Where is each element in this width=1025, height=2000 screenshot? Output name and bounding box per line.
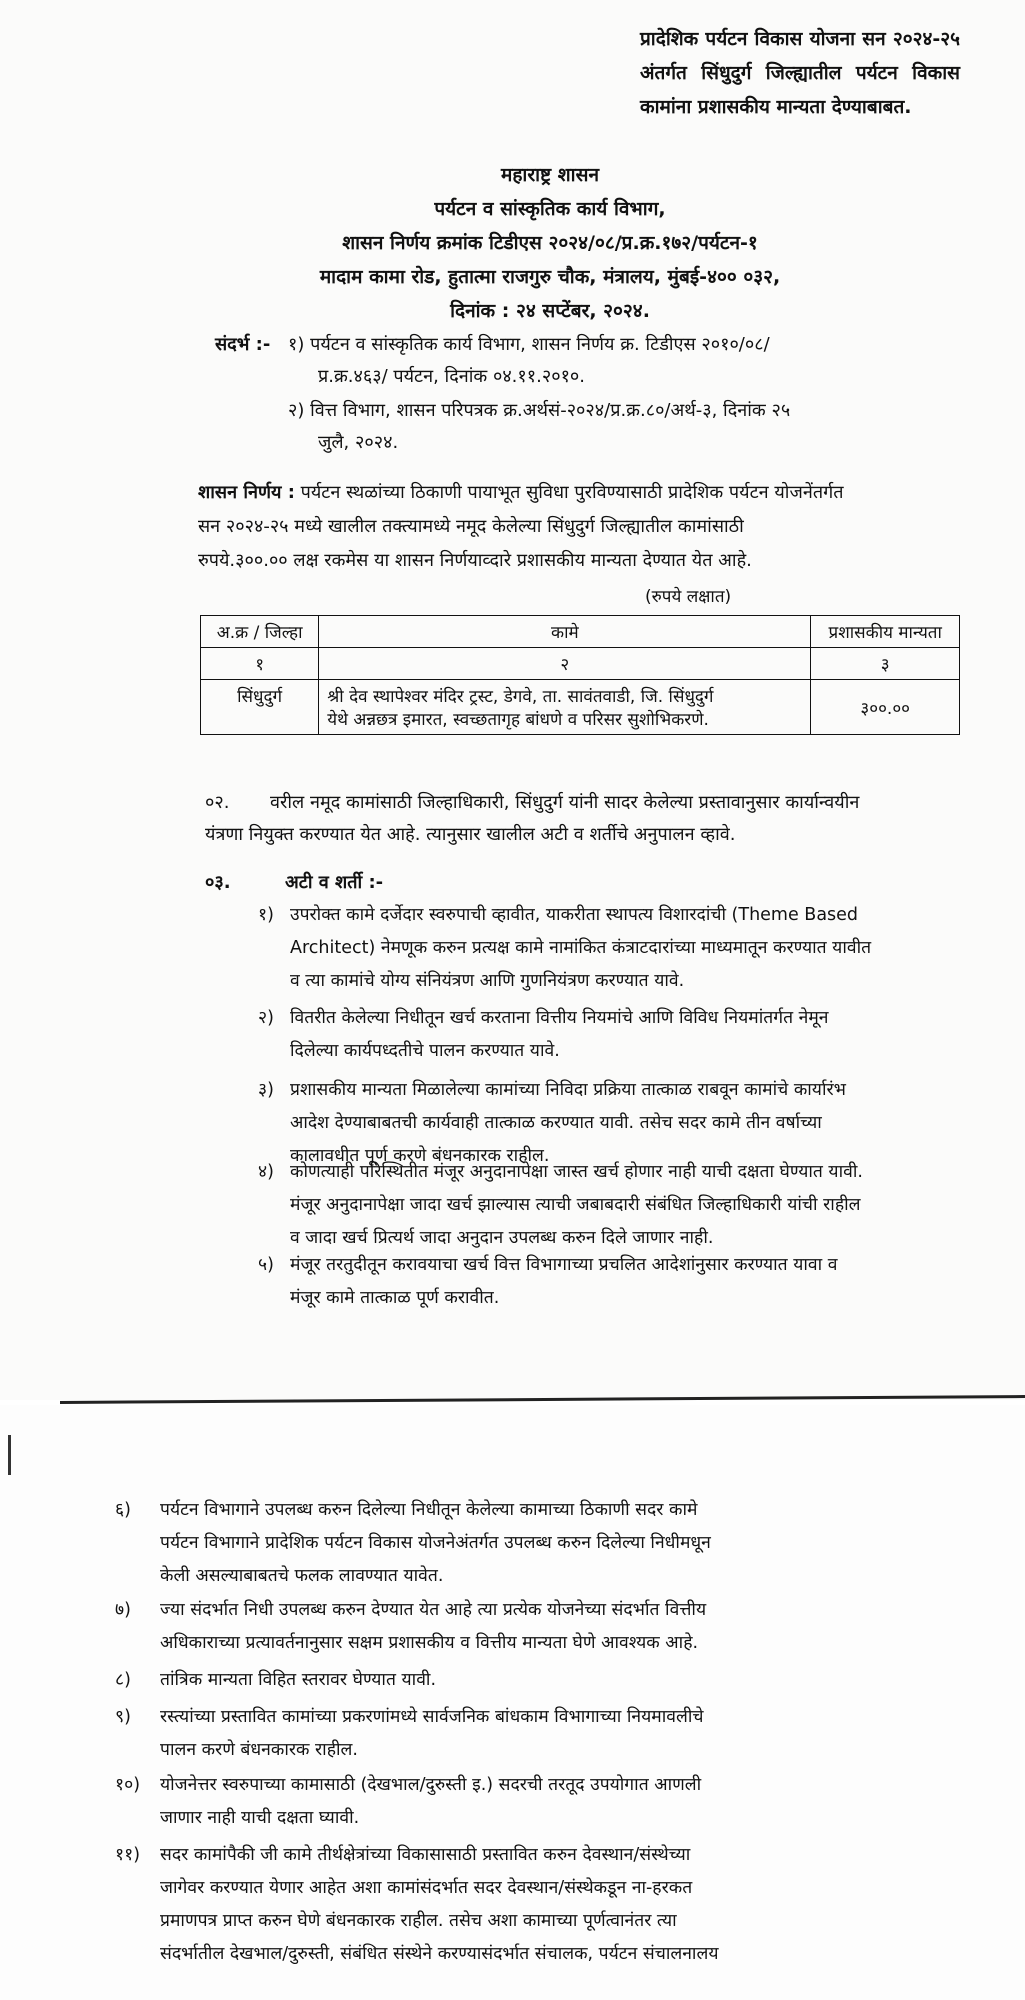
condition-line: मंजूर कामे तात्काळ पूर्ण करावीत. bbox=[290, 1288, 500, 1308]
para-02-line-2: यंत्रणा नियुक्त करण्यात येत आहे. त्यानुसार खालील अटी व शर्तीचे अनुपालन व्हावे. bbox=[205, 824, 736, 845]
condition-line: उपरोक्त कामे दर्जेदार स्वरुपाची व्हावीत, याकरीता स्थापत्य विशारदांची (Theme Based bbox=[290, 905, 859, 925]
condition-line: संदर्भातील देखभाल/दुरुस्ती, संबंधित संस्थेने करण्यासंदर्भात संचालक, पर्यटन संचालनालय bbox=[160, 1944, 719, 1964]
condition-line: योजनेत्तर स्वरुपाच्या कामासाठी (देखभाल/दुरुस्ती इ.) सदरची तरतूद उपयोगात आणली bbox=[160, 1775, 702, 1795]
condition-line: सदर कामांपैकी जी कामे तीर्थक्षेत्रांच्या विकासासाठी प्रस्तावित करुन देवस्थान/संस्थेच्या bbox=[160, 1845, 691, 1865]
address: मादाम कामा रोड, हुतात्मा राजगुरु चौक, मंत्रालय, मुंबई-४०० ०३२, bbox=[319, 266, 781, 288]
condition-line: मंजूर तरतुदीतून करावयाचा खर्च वित्त विभागाच्या प्रचलित आदेशांनुसार करण्यात यावा व bbox=[290, 1255, 838, 1275]
condition-line: वितरीत केलेल्या निधीतून खर्च करताना वित्तीय नियमांचे आणि विविध नियमांतर्गत नेमून bbox=[290, 1008, 829, 1028]
condition-number: ९) bbox=[115, 1707, 131, 1727]
page-edge-mark bbox=[8, 1435, 11, 1475]
reference-2-line-2: जुलै, २०२४. bbox=[318, 432, 399, 453]
condition-number: ३) bbox=[258, 1080, 274, 1100]
header-district: अ.क्र / जिल्हा bbox=[201, 616, 319, 648]
para-02-number: ०२. bbox=[205, 792, 230, 813]
condition-line: तांत्रिक मान्यता विहित स्तरावर घेण्यात यावी. bbox=[160, 1670, 437, 1690]
condition-line: कोणत्याही परिस्थितीत मंजूर अनुदानापेक्षा जास्त खर्च होणार नाही याची दक्षता घेण्यात यावी. bbox=[290, 1162, 863, 1182]
date: दिनांक : २४ सप्टेंबर, २०२४. bbox=[450, 300, 650, 322]
row-amount: ३००.०० bbox=[811, 680, 960, 735]
condition-line: रस्त्यांच्या प्रस्तावित कामांच्या प्रकरणांमध्ये सार्वजनिक बांधकाम विभागाच्या नियमावलीचे bbox=[160, 1707, 704, 1727]
condition-line: Architect) नेमणूक करुन प्रत्यक्ष कामे नामांकित कंत्राटदारांच्या माध्यमातून करण्यात यावीत bbox=[290, 938, 872, 958]
condition-number: ४) bbox=[258, 1162, 274, 1182]
condition-line: केली असल्याबाबतचे फलक लावण्यात यावेत. bbox=[160, 1566, 444, 1586]
table-number-row bbox=[201, 648, 960, 680]
department-name: पर्यटन व सांस्कृतिक कार्य विभाग, bbox=[434, 198, 666, 220]
condition-line: प्रमाणपत्र प्राप्त करुन घेणे बंधनकारक राहील. तसेच अशा कामाच्या पूर्णत्वानंतर त्या bbox=[160, 1911, 677, 1931]
condition-line: आदेश देण्याबाबतची कार्यवाही तात्काळ करण्यात यावी. तसेच सदर कामे तीन वर्षाच्या bbox=[290, 1113, 822, 1133]
reference-1-line-1: १) पर्यटन व सांस्कृतिक कार्य विभाग, शासन निर्णय क्र. टिडीएस २०१०/०८/ bbox=[288, 334, 770, 355]
condition-number: २) bbox=[258, 1008, 274, 1028]
row-work-line-1: श्री देव स्थापेश्वर मंदिर ट्रस्ट, डेगवे, ता. सावंतवाडी, जि. सिंधुदुर्ग bbox=[327, 687, 714, 707]
table-header-row bbox=[201, 616, 960, 648]
condition-number: ६) bbox=[115, 1500, 131, 1520]
gr-number: शासन निर्णय क्रमांक टिडीएस २०२४/०८/प्र.क्र.१७२/पर्यटन-१ bbox=[342, 232, 758, 254]
condition-number: ७) bbox=[115, 1600, 131, 1620]
para-02-line-1: वरील नमूद कामांसाठी जिल्हाधिकारी, सिंधुदुर्ग यांनी सादर केलेल्या प्रस्तावानुसार कार्यान्वयीन bbox=[270, 792, 860, 813]
reference-1-line-2: प्र.क्र.४६३/ पर्यटन, दिनांक ०४.११.२०१०. bbox=[318, 366, 586, 387]
row-district: सिंधुदुर्ग bbox=[201, 680, 319, 735]
condition-line: मंजूर अनुदानापेक्षा जादा खर्च झाल्यास त्याची जबाबदारी संबंधित जिल्हाधिकारी यांची राहील bbox=[290, 1195, 861, 1215]
decision-line-3: रुपये.३००.०० लक्ष रकमेस या शासन निर्णयाव्दारे प्रशासकीय मान्यता देण्यात येत आहे. bbox=[198, 550, 752, 571]
condition-line: पर्यटन विभागाने उपलब्ध करुन दिलेल्या निधीतून केलेल्या कामाच्या ठिकाणी सदर कामे bbox=[160, 1500, 698, 1520]
references-label: संदर्भ :- bbox=[215, 334, 271, 355]
header-works: कामे bbox=[319, 616, 811, 648]
header-approval: प्रशासकीय मान्यता bbox=[811, 616, 960, 648]
condition-line: ज्या संदर्भात निधी उपलब्ध करुन देण्यात येत आहे त्या प्रत्येक योजनेच्या संदर्भात वित्तीय bbox=[160, 1600, 707, 1620]
condition-number: ५) bbox=[258, 1255, 274, 1275]
condition-line: प्रशासकीय मान्यता मिळालेल्या कामांच्या निविदा प्रक्रिया तात्काळ राबवून कामांचे कार्यारंभ bbox=[290, 1080, 846, 1100]
decision-line-1 bbox=[198, 478, 843, 508]
condition-line: व जादा खर्च प्रित्यर्थ जादा अनुदान उपलब्ध करुन दिले जाणार नाही. bbox=[290, 1228, 714, 1248]
subject-block: प्रादेशिक पर्यटन विकास योजना सन २०२४-२५ अंतर्गत सिंधुदुर्ग जिल्ह्यातील पर्यटन विकास कामांना प्रशासकीय मान्यता देण्याबाबत. bbox=[640, 28, 960, 118]
condition-line: दिलेल्या कार्यपध्दतीचे पालन करण्यात यावे. bbox=[290, 1041, 560, 1061]
condition-line: जागेवर करण्यात येणार आहेत अशा कामांसंदर्भात सदर देवस्थान/संस्थेकडून ना-हरकत bbox=[160, 1878, 693, 1898]
decision-text-1: पर्यटन स्थळांच्या ठिकाणी पायाभूत सुविधा पुरविण्यासाठी प्रादेशिक पर्यटन योजनेंतर्गत bbox=[294, 482, 844, 503]
row-work bbox=[319, 680, 811, 735]
condition-line: कालावधीत पूर्ण करणे बंधनकारक राहील. bbox=[290, 1146, 550, 1166]
condition-line: व त्या कामांचे योग्य संनियंत्रण आणि गुणनियंत्रण करण्यात यावे. bbox=[290, 971, 685, 991]
document-page-2 bbox=[0, 1405, 1025, 2000]
col-number-2: २ bbox=[319, 648, 811, 680]
decision-line-2: सन २०२४-२५ मध्ये खालील तक्त्यामध्ये नमूद केलेल्या सिंधुदुर्ग जिल्ह्यातील कामांसाठी bbox=[198, 516, 744, 537]
condition-number: ११) bbox=[115, 1845, 141, 1865]
condition-number: १०) bbox=[115, 1775, 141, 1795]
table-row bbox=[201, 680, 960, 735]
works-table bbox=[200, 615, 960, 735]
condition-line: पर्यटन विभागाने प्रादेशिक पर्यटन विकास योजनेअंतर्गत उपलब्ध करुन दिलेल्या निधीमधून bbox=[160, 1533, 711, 1553]
condition-line: जाणार नाही याची दक्षता घ्यावी. bbox=[160, 1808, 360, 1828]
condition-number: १) bbox=[258, 905, 274, 925]
para-03-number: ०३. bbox=[205, 872, 231, 893]
condition-line: पालन करणे बंधनकारक राहील. bbox=[160, 1740, 358, 1760]
decision-label: शासन निर्णय : bbox=[198, 482, 295, 503]
condition-number: ८) bbox=[115, 1670, 131, 1690]
govt-name: महाराष्ट्र शासन bbox=[500, 164, 599, 186]
conditions-heading: अटी व शर्ती :- bbox=[285, 872, 384, 893]
col-number-3: ३ bbox=[811, 648, 960, 680]
condition-line: अधिकाराच्या प्रत्यावर्तनानुसार सक्षम प्रशासकीय व वित्तीय मान्यता घेणे आवश्यक आहे. bbox=[160, 1633, 699, 1653]
unit-note: (रुपये लक्षात) bbox=[645, 587, 732, 607]
row-work-line-2: येथे अन्नछत्र इमारत, स्वच्छतागृह बांधणे व परिसर सुशोभिकरणे. bbox=[327, 710, 709, 730]
reference-2-line-1: २) वित्त विभाग, शासन परिपत्रक क्र.अर्थसं-२०२४/प्र.क्र.८०/अर्थ-३, दिनांक २५ bbox=[288, 400, 791, 421]
col-number-1: १ bbox=[201, 648, 319, 680]
